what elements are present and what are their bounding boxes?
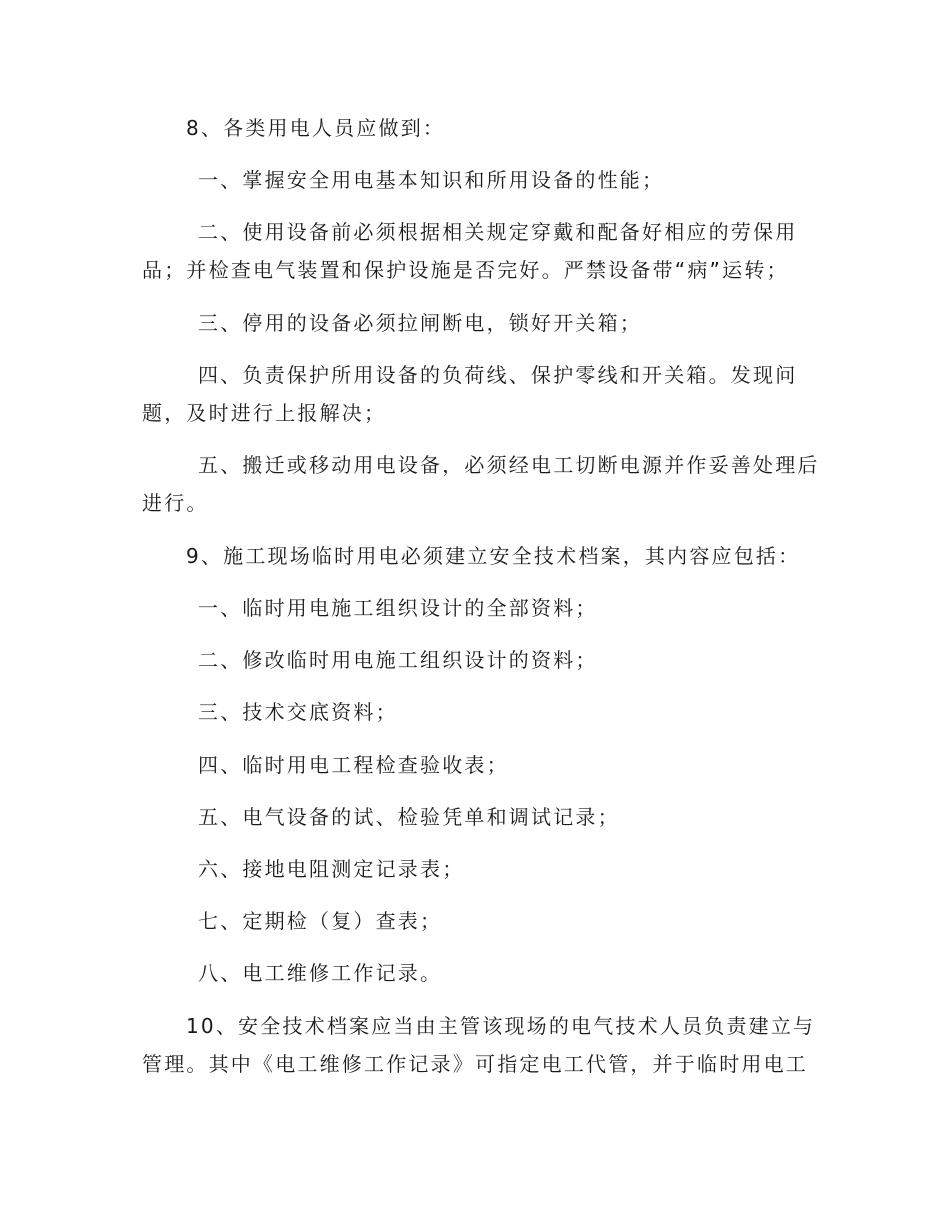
section-9-item-7: 七、定期检（复）查表； (198, 909, 443, 933)
section-10-line-1: 10、安全技术档案应当由主管该现场的电气技术人员负责建立与 (186, 1014, 816, 1038)
section-9-item-1: 一、临时用电施工组织设计的全部资料； (198, 596, 598, 620)
section-9-item-2: 二、修改临时用电施工组织设计的资料； (198, 648, 598, 672)
section-9-item-8: 八、电工维修工作记录。 (198, 961, 443, 985)
section-8-heading: 8、各类用电人员应做到： (186, 116, 446, 140)
section-9-item-3: 三、技术交底资料； (198, 700, 398, 724)
section-8-item-5-line-2: 进行。 (142, 491, 209, 515)
section-10-line-2: 管理。其中《电工维修工作记录》可指定电工代管，并于临时用电工 (142, 1052, 808, 1076)
section-8-item-1: 一、掌握安全用电基本知识和所用设备的性能； (198, 168, 665, 192)
section-8-item-3: 三、停用的设备必须拉闸断电，锁好开关箱； (198, 311, 642, 335)
section-8-item-4-line-1: 四、负责保护所用设备的负荷线、保护零线和开关箱。发现问 (198, 363, 798, 387)
section-9-heading: 9、施工现场临时用电必须建立安全技术档案，其内容应包括： (186, 544, 801, 568)
section-9-item-6: 六、接地电阻测定记录表； (198, 857, 465, 881)
section-8-item-2-line-2: 品；并检查电气装置和保护设施是否完好。严禁设备带“病”运转； (142, 258, 789, 282)
section-8-item-4-line-2: 题，及时进行上报解决； (142, 401, 387, 425)
section-8-item-2-line-1: 二、使用设备前必须根据相关规定穿戴和配备好相应的劳保用 (198, 220, 798, 244)
section-9-item-4: 四、临时用电工程检查验收表； (198, 753, 509, 777)
section-8-item-5-line-1: 五、搬迁或移动用电设备，必须经电工切断电源并作妥善处理后 (198, 453, 820, 477)
section-9-item-5: 五、电气设备的试、检验凭单和调试记录； (198, 805, 620, 829)
